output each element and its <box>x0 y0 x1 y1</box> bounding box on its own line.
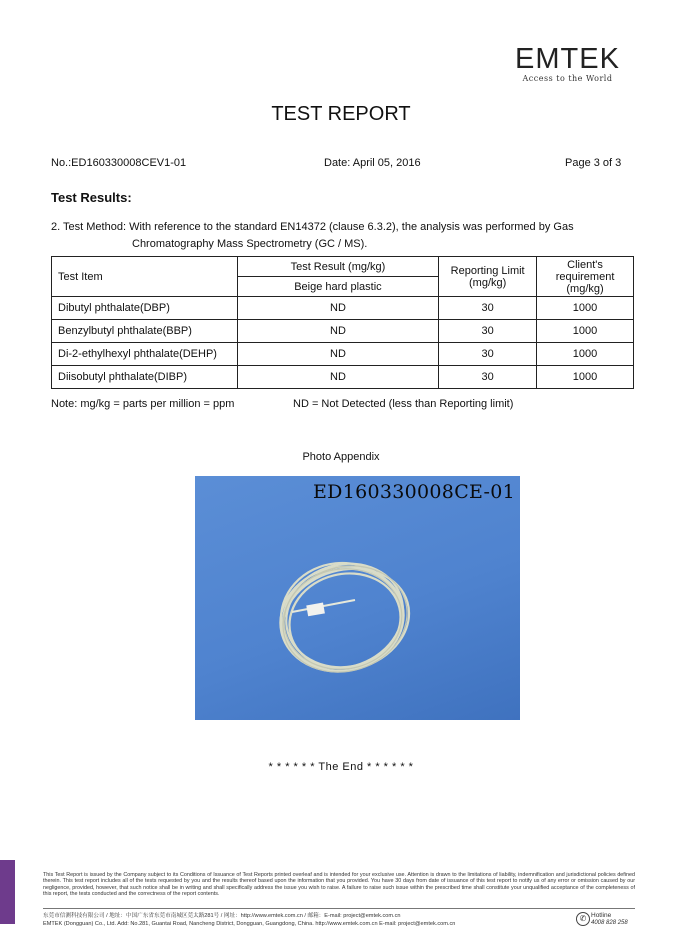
cell-requirement: 1000 <box>537 297 634 320</box>
table-row <box>52 320 634 343</box>
report-date: Date: April 05, 2016 <box>324 157 421 169</box>
cell-test-item: Benzylbutyl phthalate(BBP) <box>52 320 238 343</box>
cell-result: ND <box>237 366 439 389</box>
hotline-label: Hotline <box>591 912 612 919</box>
cable-coil-illustration <box>195 476 520 720</box>
phone-icon: ✆ <box>576 912 590 926</box>
side-color-mark <box>0 860 15 924</box>
logo-tagline: Access to the World <box>522 74 613 83</box>
header-test-result: Test Result (mg/kg) <box>237 257 439 277</box>
photo-appendix-label: Photo Appendix <box>302 451 380 463</box>
test-method <box>51 219 641 253</box>
sample-photo <box>195 476 520 720</box>
cell-requirement: 1000 <box>537 366 634 389</box>
header-sample-description: Beige hard plastic <box>237 277 439 297</box>
company-logo <box>500 44 635 83</box>
footer-address <box>43 912 563 928</box>
report-title: TEST REPORT <box>271 103 411 125</box>
table-row <box>52 343 634 366</box>
report-number: No.:ED160330008CEV1-01 <box>51 157 187 169</box>
test-method-line-2: Chromatography Mass Spectrometry (GC / MS). <box>132 238 368 250</box>
cell-requirement: 1000 <box>537 343 634 366</box>
cell-limit: 30 <box>439 297 537 320</box>
nd-note: ND = Not Detected (less than Reporting limit) <box>293 398 514 410</box>
footer-address-cn: 东莞市信测科技有限公司 / 地址：中国广东省东莞市南城区莞太路281号 / 网址：http://www.emtek.com.cn / 邮箱：E-mail: project@emtek.com.cn <box>43 913 401 919</box>
cell-test-item: Diisobutyl phthalate(DIBP) <box>52 366 238 389</box>
sample-id-overlay: ED160330008CE-01 <box>313 481 516 503</box>
cell-test-item: Dibutyl phthalate(DBP) <box>52 297 238 320</box>
cell-result: ND <box>237 297 439 320</box>
results-table <box>51 256 634 389</box>
end-marker: * * * * * * The End * * * * * * <box>268 761 414 773</box>
table-row <box>52 366 634 389</box>
header-client-requirement: Client's requirement (mg/kg) <box>537 257 634 297</box>
units-note: Note: mg/kg = parts per million = ppm <box>51 398 235 410</box>
header-reporting-limit: Reporting Limit (mg/kg) <box>439 257 537 297</box>
page-indicator: Page 3 of 3 <box>565 157 622 169</box>
table-row <box>52 297 634 320</box>
logo-wordmark: EMTEK <box>515 43 620 75</box>
cell-requirement: 1000 <box>537 320 634 343</box>
cell-result: ND <box>237 320 439 343</box>
footer-address-en: EMTEK (Dongguan) Co., Ltd. Add: No.281, Guantai Road, Nancheng District, Dongguan, Guangdong, China. http://www.emtek.com.cn E-mail: project@emtek.com.cn <box>43 921 456 927</box>
test-method-line-1: 2. Test Method: With reference to the standard EN14372 (clause 6.3.2), the analysis was performed by Gas <box>51 221 574 233</box>
hotline-number: 4008 828 258 <box>591 920 628 926</box>
cell-test-item: Di-2-ethylhexyl phthalate(DEHP) <box>52 343 238 366</box>
cell-limit: 30 <box>439 343 537 366</box>
footer-disclaimer: This Test Report is issued by the Company subject to its Conditions of Issuance of Test Reports printed overleaf and is intended for your exclusive use. Attention is drawn to the limitations of liability, indemnification and jurisdictional policies defined therein. This test report includes all of the tests requested by you and the results thereof based upon the information that you provided. You have 30 days from date of issuance of this test report to notify us of any error or omission caused by our negligence, provided, however, that such notice shall be in writing and shall specifically address the issue you wish to raise. A failure to raise such issue within the prescribed time shall constitute your unqualified acceptance of the completeness of this report, the tests conducted and the correctness of the report contents. <box>43 872 635 898</box>
cell-result: ND <box>237 343 439 366</box>
section-heading: Test Results: <box>51 190 132 205</box>
header-test-item: Test Item <box>52 257 238 297</box>
cell-limit: 30 <box>439 366 537 389</box>
cell-limit: 30 <box>439 320 537 343</box>
footer-divider <box>43 908 635 909</box>
